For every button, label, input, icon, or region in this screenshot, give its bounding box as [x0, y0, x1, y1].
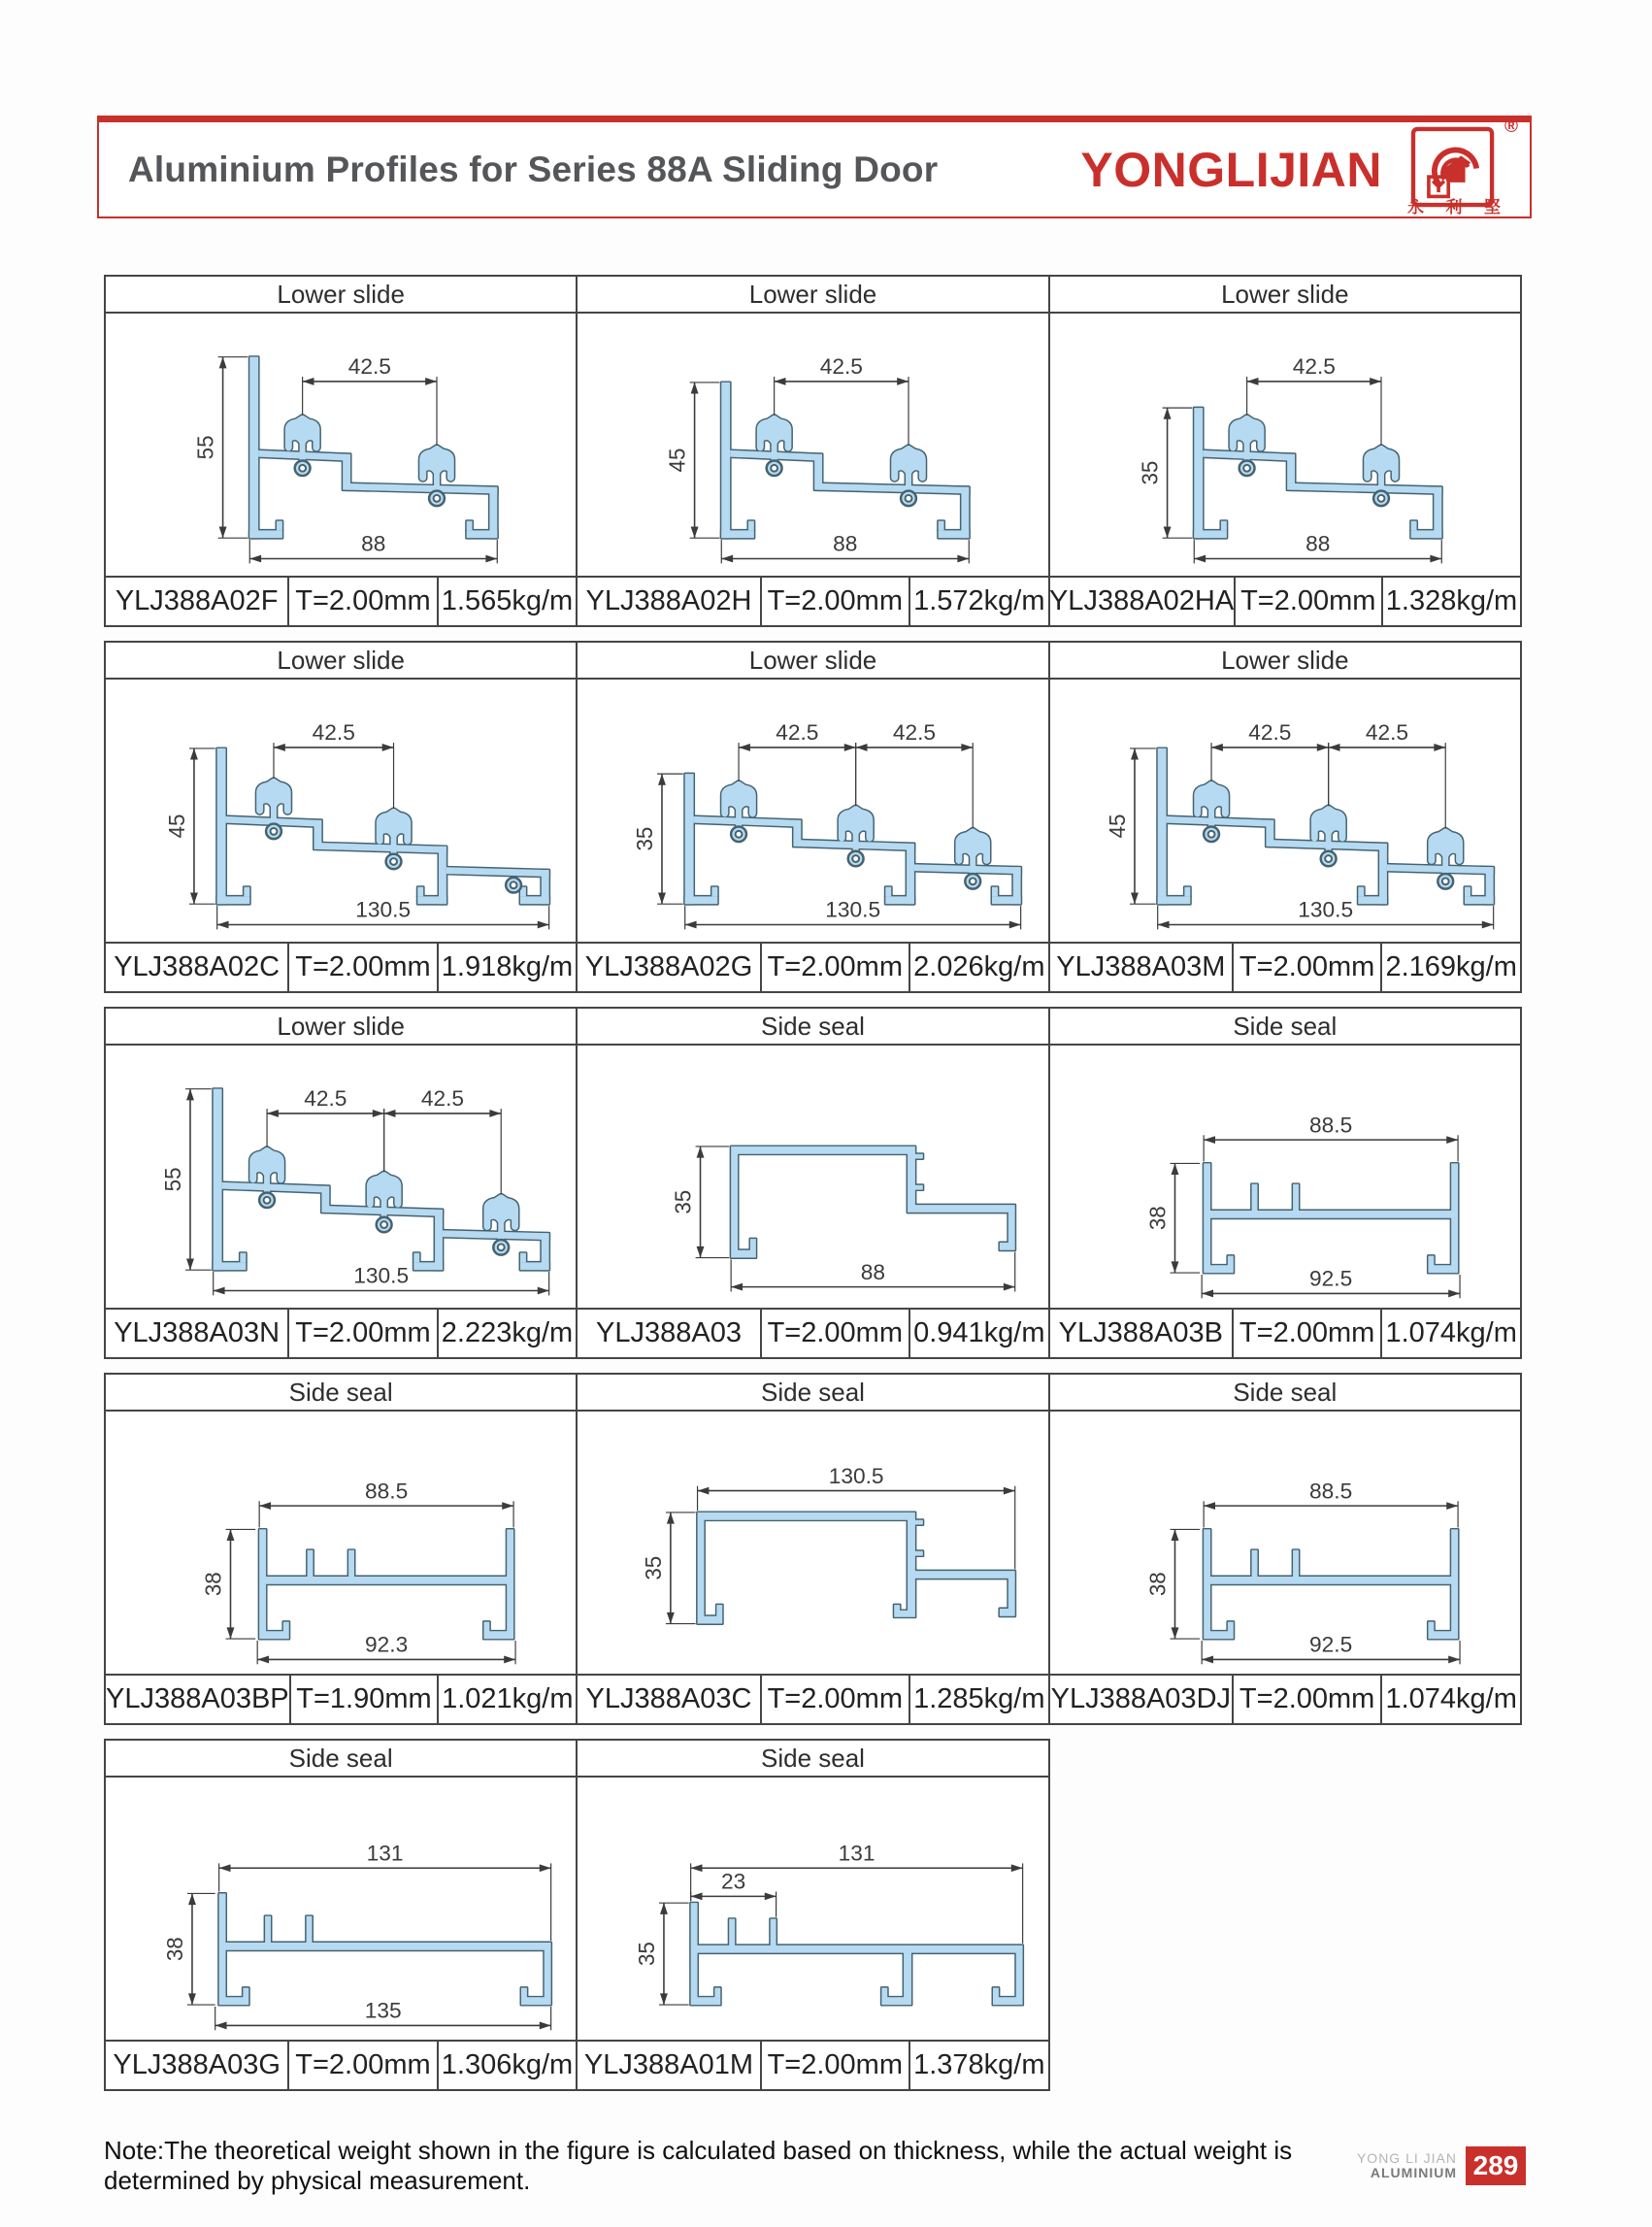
weight-value: 1.378kg/m — [909, 2042, 1048, 2089]
dim-label: 88 — [1305, 531, 1331, 556]
profile-drawing-svg — [106, 1046, 576, 1308]
model-code: YLJ388A03C — [585, 1683, 752, 1714]
profile-type-label: Lower slide — [1221, 279, 1349, 309]
weight-value: 2.026kg/m — [909, 944, 1048, 991]
brand-chinese-label: 永 利 堅 — [1407, 197, 1501, 216]
profile-spec-row — [578, 1674, 1047, 1723]
profile-type-header — [106, 1375, 576, 1412]
model-code: YLJ388A03G — [113, 2049, 281, 2080]
model-code: YLJ388A03M — [1056, 951, 1226, 982]
profile-type-header — [578, 1741, 1047, 1778]
profile-drawing — [578, 1046, 1047, 1308]
thickness-value: T=2.00mm — [287, 2042, 436, 2089]
dim-label: 88 — [361, 531, 386, 556]
profile-drawing-svg — [578, 314, 1047, 576]
profile-cell — [1048, 1373, 1522, 1725]
model-code: YLJ388A03B — [1058, 1317, 1223, 1348]
profile-cell — [104, 1007, 578, 1359]
dim-label: 42.5 — [1247, 720, 1292, 746]
model-code: YLJ388A02HA — [1048, 585, 1235, 616]
profile-type-label: Side seal — [1233, 1011, 1338, 1041]
brand-lockup — [1080, 116, 1518, 216]
profile-cell — [104, 1373, 578, 1725]
profile-type-label: Side seal — [288, 1743, 393, 1773]
profile-row — [104, 1007, 1526, 1359]
profile-type-header — [106, 1009, 576, 1046]
thickness-value: T=2.00mm — [760, 944, 909, 991]
dim-label: 35 — [671, 1189, 697, 1214]
profile-drawing-svg — [106, 1412, 576, 1674]
profile-type-label: Lower slide — [748, 645, 877, 675]
footer-brand — [1357, 2151, 1457, 2179]
dim-label: 55 — [193, 435, 218, 460]
profile-drawing-svg — [106, 1778, 576, 2040]
profile-drawing — [106, 1046, 576, 1308]
weight-value: 1.021kg/m — [437, 1676, 576, 1723]
profile-cell — [576, 275, 1049, 627]
profile-drawing — [1050, 1046, 1520, 1308]
model-code: YLJ388A02G — [584, 951, 753, 982]
dim-label: 88.5 — [1308, 1113, 1352, 1138]
dim-label: 42.5 — [347, 354, 391, 380]
thickness-value: T=2.00mm — [287, 944, 436, 991]
profile-cell — [1048, 275, 1522, 627]
dim-label: 131 — [839, 1841, 876, 1866]
footer-brand-line2: ALUMINIUM — [1370, 2165, 1457, 2180]
profile-type-label: Side seal — [761, 1377, 865, 1407]
dim-label: 42.5 — [820, 354, 864, 380]
profiles-table — [104, 275, 1526, 2105]
profile-type-header — [106, 643, 576, 680]
profile-drawing — [1050, 1412, 1520, 1674]
profile-type-header — [106, 1741, 576, 1778]
page-footer — [104, 2136, 1526, 2196]
model-code: YLJ388A03BP — [106, 1683, 289, 1714]
profile-type-header — [1050, 277, 1520, 314]
profile-type-label: Lower slide — [277, 279, 405, 309]
profile-drawing — [106, 1778, 576, 2040]
profile-drawing-svg — [578, 1412, 1047, 1674]
profile-type-header — [578, 643, 1047, 680]
thickness-value: T=2.00mm — [287, 1310, 436, 1357]
profile-drawing — [106, 680, 576, 942]
dim-label: 42.5 — [1365, 720, 1408, 746]
dim-label: 92.5 — [1308, 1632, 1352, 1657]
profile-spec-row — [1050, 1674, 1520, 1723]
thickness-value: T=2.00mm — [760, 1310, 909, 1357]
dim-label: 88 — [833, 531, 858, 556]
dim-label: 88 — [861, 1260, 886, 1284]
registered-mark-icon: ® — [1504, 116, 1518, 137]
weight-value: 1.074kg/m — [1380, 1310, 1520, 1357]
model-code: YLJ388A01M — [583, 2049, 754, 2080]
profile-drawing-svg — [1050, 1046, 1520, 1308]
dim-label: 42.5 — [893, 720, 937, 746]
dim-label: 38 — [1145, 1206, 1171, 1231]
model-code: YLJ388A02H — [585, 585, 752, 616]
model-code: YLJ388A03N — [114, 1317, 281, 1348]
profile-drawing — [578, 1412, 1047, 1674]
thickness-value: T=2.00mm — [1232, 1676, 1380, 1723]
profile-type-header — [1050, 1009, 1520, 1046]
dim-label: 88.5 — [1308, 1479, 1352, 1504]
dim-label: 130.5 — [825, 897, 881, 922]
thickness-value: T=2.00mm — [287, 578, 436, 625]
weight-value: 2.223kg/m — [437, 1310, 577, 1357]
profile-type-label: Side seal — [288, 1377, 393, 1407]
profile-spec-row — [1050, 1308, 1520, 1357]
profile-drawing — [1050, 680, 1520, 942]
profile-drawing — [106, 1412, 576, 1674]
brand-logo — [1407, 116, 1518, 216]
weight-value: 2.169kg/m — [1380, 944, 1520, 991]
thickness-value: T=2.00mm — [760, 1676, 909, 1723]
dim-label: 92.3 — [365, 1632, 409, 1657]
brand-wordmark: YONGLIJIAN — [1080, 142, 1382, 197]
profile-drawing — [106, 314, 576, 576]
profile-drawing-svg — [106, 680, 576, 942]
profile-type-header — [578, 1375, 1047, 1412]
weight-value: 1.565kg/m — [437, 578, 577, 625]
profile-cell — [104, 641, 578, 993]
dim-label: 38 — [201, 1572, 226, 1597]
page-number-block — [1357, 2146, 1526, 2185]
profile-spec-row — [106, 576, 576, 625]
thickness-value: T=1.90mm — [289, 1676, 438, 1723]
dim-label: 42.5 — [776, 720, 819, 746]
weight-value: 1.285kg/m — [909, 1676, 1048, 1723]
profile-row — [104, 1739, 1526, 2091]
profile-spec-row — [1050, 942, 1520, 991]
dim-label: 42.5 — [420, 1086, 465, 1112]
dim-label: 42.5 — [1292, 354, 1336, 380]
header-bar — [97, 116, 1532, 218]
dim-label: 42.5 — [304, 1086, 347, 1112]
dim-label: 45 — [665, 448, 691, 473]
profile-spec-row — [106, 942, 576, 991]
profile-cell — [104, 275, 578, 627]
profile-drawing — [1050, 314, 1520, 576]
dim-label: 131 — [366, 1841, 404, 1866]
weight-value: 0.941kg/m — [909, 1310, 1048, 1357]
weight-value: 1.918kg/m — [437, 944, 577, 991]
profile-cell — [576, 1007, 1049, 1359]
profile-drawing-svg — [578, 1046, 1047, 1308]
profile-type-label: Lower slide — [277, 1011, 405, 1041]
profile-drawing — [578, 1778, 1047, 2040]
profile-spec-row — [578, 2040, 1047, 2089]
profile-cell — [576, 641, 1049, 993]
dim-label: 45 — [1105, 814, 1130, 839]
thickness-value: T=2.00mm — [760, 2042, 909, 2089]
profile-spec-row — [106, 2040, 576, 2089]
profile-drawing-svg — [1050, 314, 1520, 576]
page-number: 289 — [1466, 2146, 1526, 2185]
weight-value: 1.328kg/m — [1381, 578, 1520, 625]
profile-type-label: Side seal — [761, 1743, 865, 1773]
profile-type-label: Side seal — [1233, 1377, 1338, 1407]
profile-type-label: Lower slide — [748, 279, 877, 309]
model-code: YLJ388A03 — [596, 1317, 742, 1348]
thickness-value: T=2.00mm — [1232, 1310, 1380, 1357]
dim-label: 42.5 — [312, 720, 355, 746]
weight-value: 1.074kg/m — [1380, 1676, 1520, 1723]
dim-label: 45 — [164, 814, 190, 839]
profile-spec-row — [106, 1308, 576, 1357]
page-title: Aluminium Profiles for Series 88A Sliding Door — [128, 149, 939, 189]
dim-label: 135 — [364, 1998, 402, 2023]
dim-label: 88.5 — [365, 1479, 409, 1504]
dim-label: 38 — [1145, 1572, 1171, 1597]
profile-cell — [576, 1739, 1049, 2091]
dim-label: 130.5 — [1297, 897, 1353, 922]
profile-drawing-svg — [578, 680, 1047, 942]
dim-label: 38 — [162, 1937, 188, 1962]
profile-type-label: Lower slide — [1221, 645, 1349, 675]
profile-type-header — [578, 1009, 1047, 1046]
profile-row — [104, 275, 1526, 627]
dim-label: 35 — [635, 1942, 660, 1967]
dim-label: 92.5 — [1308, 1266, 1352, 1291]
dim-label: 35 — [642, 1555, 667, 1580]
dim-label: 35 — [633, 826, 658, 851]
profile-spec-row — [578, 942, 1047, 991]
profile-drawing — [578, 680, 1047, 942]
profile-drawing — [578, 314, 1047, 576]
model-code: YLJ388A03DJ — [1050, 1683, 1232, 1714]
dim-label: 130.5 — [829, 1463, 884, 1488]
profile-cell — [104, 1739, 578, 2091]
profile-drawing-svg — [1050, 1412, 1520, 1674]
dim-label: 35 — [1138, 460, 1163, 485]
profile-type-header — [1050, 643, 1520, 680]
profile-type-label: Side seal — [761, 1011, 865, 1041]
note-text: Note:The theoretical weight shown in the figure is calculated based on thickness, while the actual weight is determined by physical measurement. — [104, 2136, 1293, 2195]
profile-drawing-svg — [1050, 680, 1520, 942]
dim-label: 55 — [160, 1167, 186, 1192]
profile-drawing-svg — [106, 314, 576, 576]
profile-spec-row — [578, 1308, 1047, 1357]
dim-label: 23 — [721, 1869, 746, 1894]
profile-spec-row — [1050, 576, 1520, 625]
profile-cell — [576, 1373, 1049, 1725]
weight-value: 1.572kg/m — [909, 578, 1048, 625]
profile-type-header — [1050, 1375, 1520, 1412]
profile-type-label: Lower slide — [277, 645, 405, 675]
dim-label: 130.5 — [353, 1263, 410, 1288]
profile-spec-row — [578, 576, 1047, 625]
profile-row — [104, 641, 1526, 993]
dim-label: 130.5 — [355, 897, 412, 922]
profile-spec-row — [106, 1674, 576, 1723]
profile-type-header — [106, 277, 576, 314]
thickness-value: T=2.00mm — [760, 578, 909, 625]
footer-brand-line1: YONG LI JIAN — [1356, 2150, 1457, 2167]
profile-cell — [1048, 1007, 1522, 1359]
profile-cell — [1048, 641, 1522, 993]
profile-drawing-svg — [578, 1778, 1047, 2040]
thickness-value: T=2.00mm — [1232, 944, 1380, 991]
model-code: YLJ388A02F — [115, 585, 279, 616]
model-code: YLJ388A02C — [114, 951, 281, 982]
thickness-value: T=2.00mm — [1234, 578, 1382, 625]
weight-value: 1.306kg/m — [437, 2042, 577, 2089]
profile-row — [104, 1373, 1526, 1725]
profile-type-header — [578, 277, 1047, 314]
